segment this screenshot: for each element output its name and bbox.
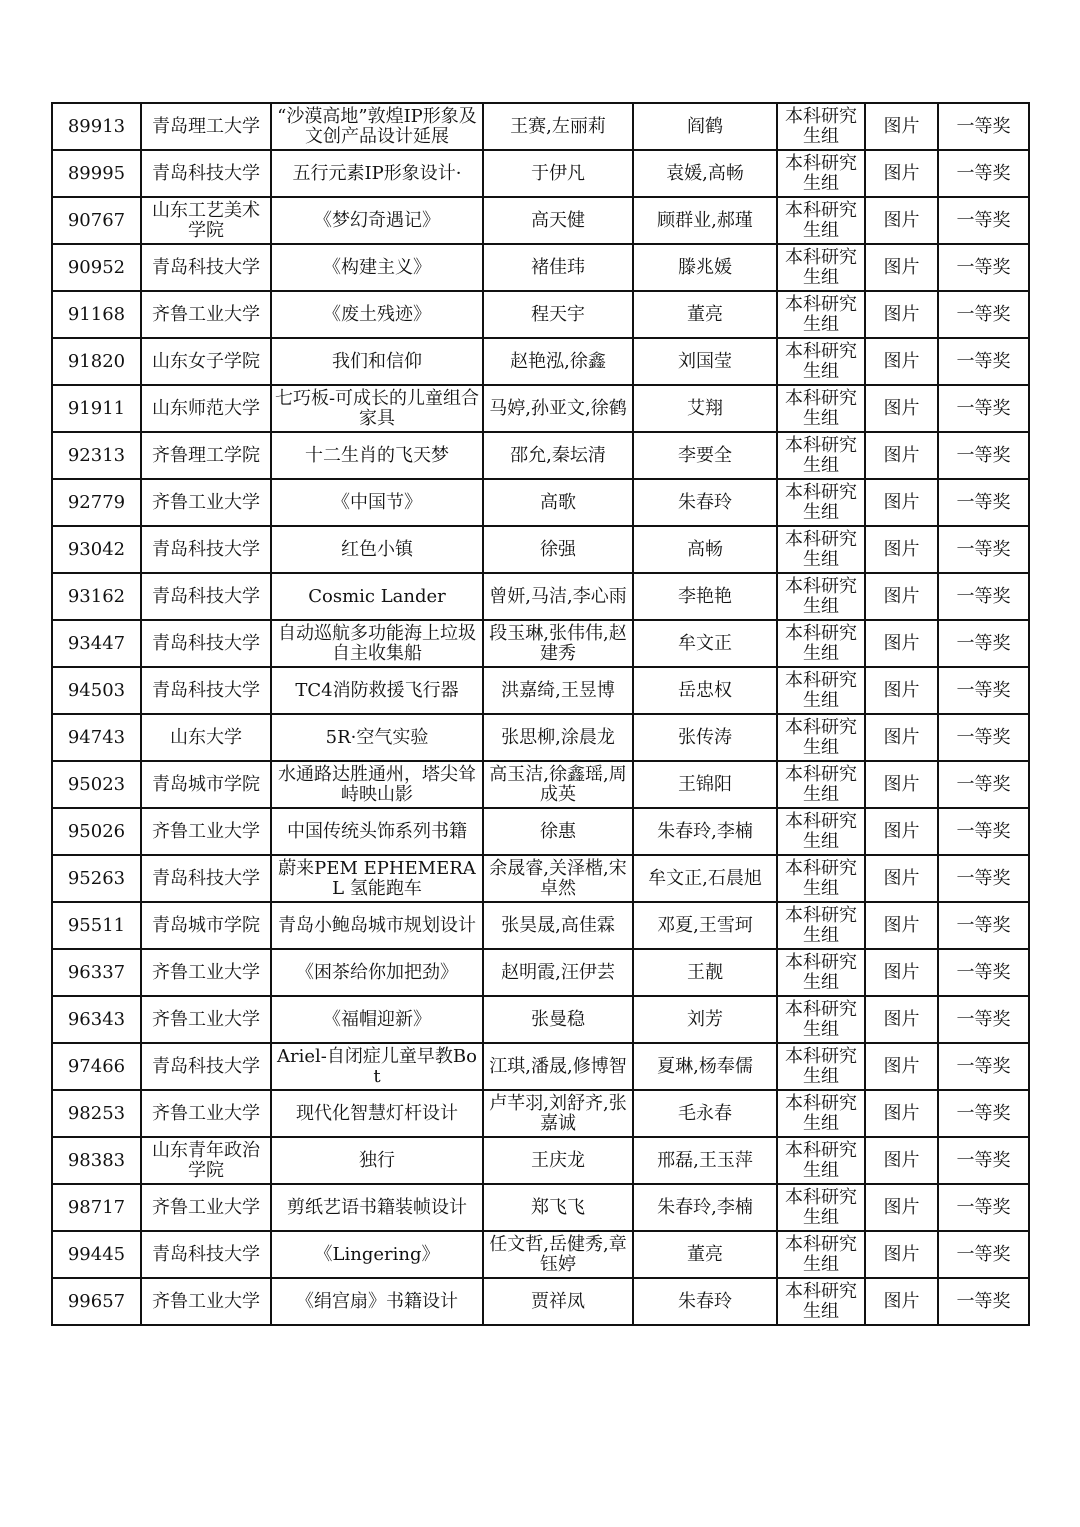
cell-award: 一等奖 (938, 902, 1029, 949)
cell-work: 红色小镇 (271, 526, 483, 573)
cell-work: 青岛小鲍岛城市规划设计 (271, 902, 483, 949)
cell-advisors: 邓夏,王雪珂 (633, 902, 777, 949)
cell-group: 本科研究生组 (777, 103, 865, 150)
cell-type: 图片 (865, 573, 938, 620)
table-row (52, 855, 1029, 902)
cell-work: Ariel-自闭症儿童早教Bot (271, 1043, 483, 1090)
cell-advisors: 高畅 (633, 526, 777, 573)
cell-school: 齐鲁工业大学 (141, 1278, 271, 1325)
cell-id: 98383 (52, 1137, 141, 1184)
cell-work: 剪纸艺语书籍装帧设计 (271, 1184, 483, 1231)
cell-type: 图片 (865, 714, 938, 761)
cell-advisors: 朱春玲 (633, 479, 777, 526)
cell-id: 94503 (52, 667, 141, 714)
cell-authors: 张昊晟,高佳霖 (483, 902, 633, 949)
cell-group: 本科研究生组 (777, 432, 865, 479)
cell-award: 一等奖 (938, 1278, 1029, 1325)
cell-advisors: 朱春玲,李楠 (633, 808, 777, 855)
cell-authors: 张曼稳 (483, 996, 633, 1043)
cell-work: 《废土残迹》 (271, 291, 483, 338)
cell-group: 本科研究生组 (777, 808, 865, 855)
table-row (52, 1043, 1029, 1090)
cell-school: 青岛科技大学 (141, 855, 271, 902)
cell-id: 90767 (52, 197, 141, 244)
cell-work: 《Lingering》 (271, 1231, 483, 1278)
cell-type: 图片 (865, 1090, 938, 1137)
cell-school: 齐鲁工业大学 (141, 996, 271, 1043)
cell-work: 《中国节》 (271, 479, 483, 526)
cell-award: 一等奖 (938, 291, 1029, 338)
cell-authors: 王赛,左丽莉 (483, 103, 633, 150)
cell-authors: 江琪,潘晟,修博智 (483, 1043, 633, 1090)
cell-work: 独行 (271, 1137, 483, 1184)
cell-award: 一等奖 (938, 197, 1029, 244)
cell-group: 本科研究生组 (777, 1043, 865, 1090)
cell-group: 本科研究生组 (777, 902, 865, 949)
cell-type: 图片 (865, 1278, 938, 1325)
cell-authors: 徐惠 (483, 808, 633, 855)
cell-award: 一等奖 (938, 573, 1029, 620)
table-row (52, 1184, 1029, 1231)
cell-group: 本科研究生组 (777, 855, 865, 902)
cell-school: 青岛理工大学 (141, 103, 271, 150)
cell-group: 本科研究生组 (777, 620, 865, 667)
cell-group: 本科研究生组 (777, 1137, 865, 1184)
cell-id: 99445 (52, 1231, 141, 1278)
cell-advisors: 张传涛 (633, 714, 777, 761)
cell-work: TC4消防救援飞行器 (271, 667, 483, 714)
table-row (52, 338, 1029, 385)
cell-id: 95023 (52, 761, 141, 808)
cell-authors: 高歌 (483, 479, 633, 526)
cell-group: 本科研究生组 (777, 385, 865, 432)
cell-award: 一等奖 (938, 338, 1029, 385)
cell-type: 图片 (865, 1184, 938, 1231)
table-row (52, 620, 1029, 667)
cell-authors: 贾祥凤 (483, 1278, 633, 1325)
cell-work: 十二生肖的飞天梦 (271, 432, 483, 479)
cell-award: 一等奖 (938, 479, 1029, 526)
cell-id: 99657 (52, 1278, 141, 1325)
cell-work: 五行元素IP形象设计· (271, 150, 483, 197)
cell-type: 图片 (865, 1231, 938, 1278)
cell-group: 本科研究生组 (777, 761, 865, 808)
cell-award: 一等奖 (938, 949, 1029, 996)
cell-authors: 余晟睿,关泽楷,宋卓然 (483, 855, 633, 902)
cell-school: 山东大学 (141, 714, 271, 761)
cell-award: 一等奖 (938, 667, 1029, 714)
cell-school: 齐鲁理工学院 (141, 432, 271, 479)
cell-school: 齐鲁工业大学 (141, 808, 271, 855)
cell-authors: 赵明霞,汪伊芸 (483, 949, 633, 996)
table-row (52, 526, 1029, 573)
cell-advisors: 王靓 (633, 949, 777, 996)
cell-type: 图片 (865, 808, 938, 855)
table-row (52, 385, 1029, 432)
cell-school: 青岛科技大学 (141, 573, 271, 620)
cell-school: 齐鲁工业大学 (141, 1184, 271, 1231)
cell-authors: 马婷,孙亚文,徐鹤 (483, 385, 633, 432)
cell-advisors: 朱春玲 (633, 1278, 777, 1325)
cell-work: “沙漠高地”敦煌IP形象及文创产品设计延展 (271, 103, 483, 150)
cell-school: 青岛城市学院 (141, 902, 271, 949)
cell-type: 图片 (865, 385, 938, 432)
cell-advisors: 滕兆媛 (633, 244, 777, 291)
cell-id: 98717 (52, 1184, 141, 1231)
cell-id: 90952 (52, 244, 141, 291)
cell-group: 本科研究生组 (777, 949, 865, 996)
cell-id: 91911 (52, 385, 141, 432)
cell-school: 青岛科技大学 (141, 667, 271, 714)
cell-award: 一等奖 (938, 432, 1029, 479)
table-row (52, 573, 1029, 620)
cell-award: 一等奖 (938, 385, 1029, 432)
cell-work: 自动巡航多功能海上垃圾自主收集船 (271, 620, 483, 667)
cell-school: 山东青年政治学院 (141, 1137, 271, 1184)
cell-group: 本科研究生组 (777, 573, 865, 620)
cell-award: 一等奖 (938, 808, 1029, 855)
cell-school: 青岛科技大学 (141, 1231, 271, 1278)
cell-id: 97466 (52, 1043, 141, 1090)
cell-id: 95511 (52, 902, 141, 949)
cell-id: 95026 (52, 808, 141, 855)
cell-work: 《构建主义》 (271, 244, 483, 291)
table-row (52, 902, 1029, 949)
cell-group: 本科研究生组 (777, 996, 865, 1043)
cell-type: 图片 (865, 150, 938, 197)
cell-group: 本科研究生组 (777, 291, 865, 338)
cell-award: 一等奖 (938, 150, 1029, 197)
cell-advisors: 董亮 (633, 291, 777, 338)
cell-id: 93042 (52, 526, 141, 573)
cell-award: 一等奖 (938, 761, 1029, 808)
cell-id: 95263 (52, 855, 141, 902)
cell-group: 本科研究生组 (777, 667, 865, 714)
cell-work: 《梦幻奇遇记》 (271, 197, 483, 244)
table-row (52, 244, 1029, 291)
cell-type: 图片 (865, 338, 938, 385)
cell-type: 图片 (865, 902, 938, 949)
cell-advisors: 刘国莹 (633, 338, 777, 385)
cell-id: 92779 (52, 479, 141, 526)
cell-id: 98253 (52, 1090, 141, 1137)
cell-award: 一等奖 (938, 1090, 1029, 1137)
cell-type: 图片 (865, 432, 938, 479)
cell-group: 本科研究生组 (777, 526, 865, 573)
cell-id: 96343 (52, 996, 141, 1043)
cell-id: 96337 (52, 949, 141, 996)
table-row (52, 714, 1029, 761)
cell-authors: 赵艳泓,徐鑫 (483, 338, 633, 385)
cell-award: 一等奖 (938, 526, 1029, 573)
table-row (52, 1278, 1029, 1325)
cell-award: 一等奖 (938, 103, 1029, 150)
cell-type: 图片 (865, 761, 938, 808)
cell-authors: 邵允,秦坛清 (483, 432, 633, 479)
cell-work: Cosmic Lander (271, 573, 483, 620)
cell-advisors: 袁媛,高畅 (633, 150, 777, 197)
cell-school: 青岛科技大学 (141, 150, 271, 197)
award-table (51, 102, 1030, 1326)
cell-work: 我们和信仰 (271, 338, 483, 385)
cell-school: 齐鲁工业大学 (141, 291, 271, 338)
cell-work: 七巧板-可成长的儿童组合家具 (271, 385, 483, 432)
cell-advisors: 刘芳 (633, 996, 777, 1043)
cell-advisors: 岳忠权 (633, 667, 777, 714)
cell-advisors: 董亮 (633, 1231, 777, 1278)
cell-group: 本科研究生组 (777, 244, 865, 291)
cell-id: 91820 (52, 338, 141, 385)
cell-type: 图片 (865, 244, 938, 291)
cell-authors: 任文哲,岳健秀,章钰婷 (483, 1231, 633, 1278)
cell-id: 92313 (52, 432, 141, 479)
cell-type: 图片 (865, 996, 938, 1043)
cell-work: 蔚来PEM EPHEMERAL 氢能跑车 (271, 855, 483, 902)
table-row (52, 291, 1029, 338)
cell-group: 本科研究生组 (777, 1090, 865, 1137)
cell-authors: 高玉洁,徐鑫瑶,周成英 (483, 761, 633, 808)
cell-type: 图片 (865, 479, 938, 526)
table-row (52, 1231, 1029, 1278)
cell-type: 图片 (865, 949, 938, 996)
table-row (52, 761, 1029, 808)
cell-type: 图片 (865, 855, 938, 902)
cell-group: 本科研究生组 (777, 197, 865, 244)
table-row (52, 667, 1029, 714)
cell-type: 图片 (865, 291, 938, 338)
cell-advisors: 王锦阳 (633, 761, 777, 808)
cell-award: 一等奖 (938, 1043, 1029, 1090)
cell-type: 图片 (865, 1137, 938, 1184)
cell-school: 青岛科技大学 (141, 1043, 271, 1090)
cell-type: 图片 (865, 667, 938, 714)
cell-award: 一等奖 (938, 1137, 1029, 1184)
cell-id: 91168 (52, 291, 141, 338)
table-row (52, 808, 1029, 855)
cell-advisors: 朱春玲,李楠 (633, 1184, 777, 1231)
cell-school: 齐鲁工业大学 (141, 1090, 271, 1137)
cell-authors: 曾妍,马洁,李心雨 (483, 573, 633, 620)
cell-type: 图片 (865, 103, 938, 150)
cell-group: 本科研究生组 (777, 1231, 865, 1278)
cell-authors: 洪嘉绮,王昱博 (483, 667, 633, 714)
cell-group: 本科研究生组 (777, 479, 865, 526)
cell-school: 齐鲁工业大学 (141, 479, 271, 526)
table-row (52, 1137, 1029, 1184)
cell-group: 本科研究生组 (777, 1184, 865, 1231)
table-row (52, 479, 1029, 526)
cell-type: 图片 (865, 1043, 938, 1090)
cell-school: 齐鲁工业大学 (141, 949, 271, 996)
table-row (52, 150, 1029, 197)
cell-advisors: 顾群业,郝瑾 (633, 197, 777, 244)
cell-work: 水通路达胜通州，塔尖耸峙映山影 (271, 761, 483, 808)
cell-authors: 张思柳,涂晨龙 (483, 714, 633, 761)
cell-school: 青岛科技大学 (141, 526, 271, 573)
cell-authors: 段玉琳,张伟伟,赵建秀 (483, 620, 633, 667)
cell-school: 青岛科技大学 (141, 244, 271, 291)
cell-work: 5R·空气实验 (271, 714, 483, 761)
cell-group: 本科研究生组 (777, 150, 865, 197)
cell-authors: 褚佳玮 (483, 244, 633, 291)
cell-authors: 程天宇 (483, 291, 633, 338)
cell-award: 一等奖 (938, 244, 1029, 291)
cell-school: 山东工艺美术学院 (141, 197, 271, 244)
cell-advisors: 阎鹤 (633, 103, 777, 150)
cell-advisors: 艾翔 (633, 385, 777, 432)
cell-award: 一等奖 (938, 996, 1029, 1043)
cell-advisors: 李要全 (633, 432, 777, 479)
table-row (52, 996, 1029, 1043)
cell-advisors: 李艳艳 (633, 573, 777, 620)
cell-advisors: 毛永春 (633, 1090, 777, 1137)
cell-authors: 于伊凡 (483, 150, 633, 197)
cell-group: 本科研究生组 (777, 714, 865, 761)
cell-id: 93447 (52, 620, 141, 667)
cell-type: 图片 (865, 526, 938, 573)
cell-advisors: 牟文正 (633, 620, 777, 667)
cell-work: 现代化智慧灯杆设计 (271, 1090, 483, 1137)
table-row (52, 432, 1029, 479)
cell-id: 94743 (52, 714, 141, 761)
cell-school: 山东女子学院 (141, 338, 271, 385)
cell-id: 89913 (52, 103, 141, 150)
table-body (52, 103, 1029, 1325)
cell-type: 图片 (865, 620, 938, 667)
cell-group: 本科研究生组 (777, 1278, 865, 1325)
cell-authors: 徐强 (483, 526, 633, 573)
cell-award: 一等奖 (938, 620, 1029, 667)
cell-advisors: 夏琳,杨奉儒 (633, 1043, 777, 1090)
table-row (52, 949, 1029, 996)
cell-type: 图片 (865, 197, 938, 244)
table-row (52, 103, 1029, 150)
cell-work: 中国传统头饰系列书籍 (271, 808, 483, 855)
cell-award: 一等奖 (938, 855, 1029, 902)
cell-school: 山东师范大学 (141, 385, 271, 432)
cell-work: 《福帽迎新》 (271, 996, 483, 1043)
table-row (52, 197, 1029, 244)
cell-award: 一等奖 (938, 1231, 1029, 1278)
table-row (52, 1090, 1029, 1137)
cell-work: 《困茶给你加把劲》 (271, 949, 483, 996)
cell-school: 青岛城市学院 (141, 761, 271, 808)
cell-authors: 卢芊羽,刘舒齐,张嘉诚 (483, 1090, 633, 1137)
cell-advisors: 邢磊,王玉萍 (633, 1137, 777, 1184)
cell-authors: 王庆龙 (483, 1137, 633, 1184)
cell-advisors: 牟文正,石晨旭 (633, 855, 777, 902)
cell-award: 一等奖 (938, 714, 1029, 761)
cell-award: 一等奖 (938, 1184, 1029, 1231)
cell-school: 青岛科技大学 (141, 620, 271, 667)
cell-authors: 郑飞飞 (483, 1184, 633, 1231)
cell-id: 89995 (52, 150, 141, 197)
cell-group: 本科研究生组 (777, 338, 865, 385)
cell-authors: 高天健 (483, 197, 633, 244)
cell-work: 《绢宫扇》书籍设计 (271, 1278, 483, 1325)
cell-id: 93162 (52, 573, 141, 620)
